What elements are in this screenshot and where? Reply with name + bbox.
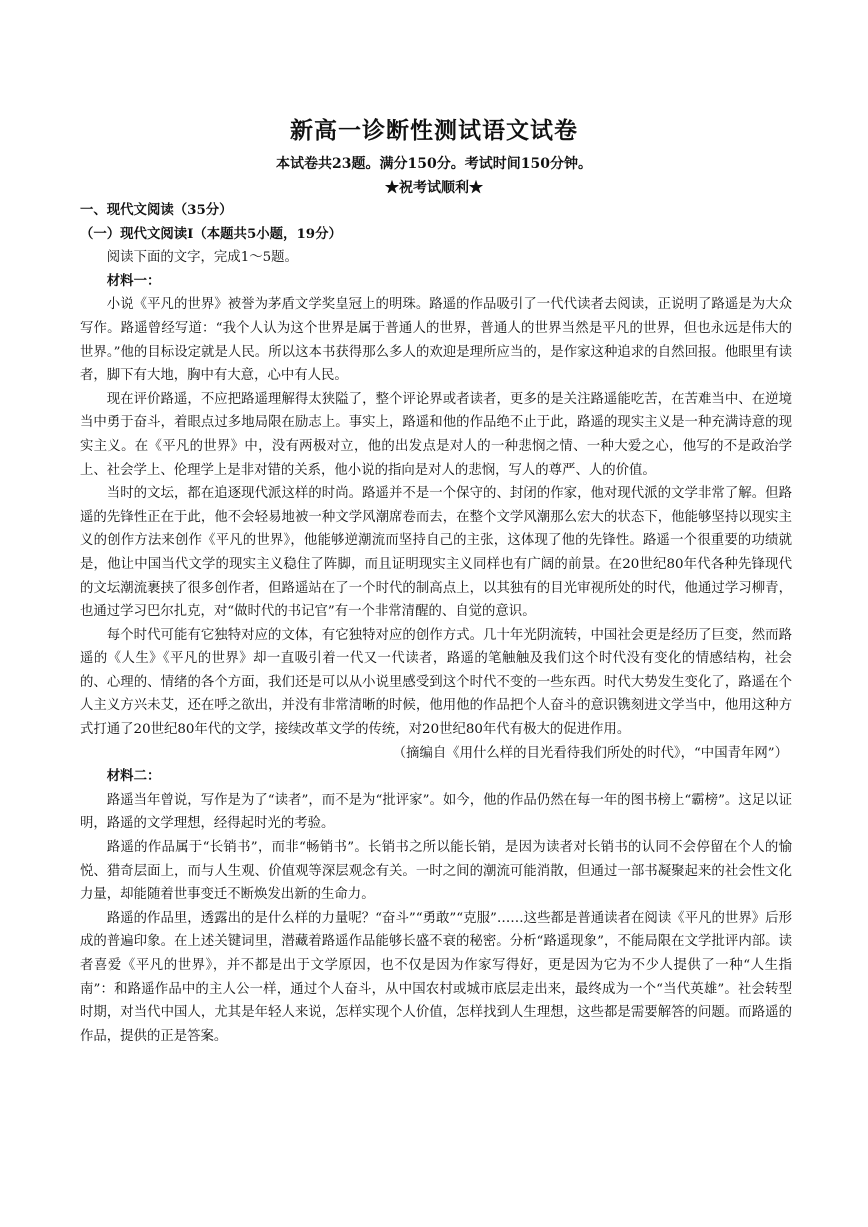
material-one-paragraph: 小说《平凡的世界》被誉为茅盾文学奖皇冠上的明珠。路遥的作品吸引了一代代读者去阅读，正说明了路遥是为大众写作。路遥曾经写道：“我个人认为这个世界是属于普通人的世界，普通人的世界当然是平凡的世界，但也永远是伟大的世界。”他的目标设定就是人民。所以这本书获得那么多人的欢迎是理所应当的，是作家这种追求的自然回报。他眼里有读者，脚下有大地，胸中有大意，心中有人民。	[80, 297, 792, 384]
exam-info: 本试卷共23题。满分150分。考试时间150分钟。	[276, 156, 592, 172]
section-heading: 一、现代文阅读（35分）	[80, 202, 233, 218]
subsection-heading: （一）现代文阅读Ⅰ（本题共5小题，19分）	[80, 225, 342, 242]
material-two-heading: 材料二：	[106, 768, 161, 785]
material-one-source: （摘编自《用什么样的目光看待我们所处的时代》，“中国青年网”）	[392, 745, 788, 761]
material-two-paragraph: 路遥的作品里，透露出的是什么样的力量呢？“奋斗”“勇敢”“克服”……这些都是普通读者在阅读《平凡的世界》后形成的普遍印象。在上述关键词里，潜藏着路遥作品能够长盛不衰的秘密。分析“路遥现象”，不能局限在文学批评内部。读者喜爱《平凡的世界》，并不都是出于文学原因，也不仅是因为作家写得好，更是因为它为不少人提供了一种“人生指南”：和路遥作品中的主人公一样，通过个人奋斗，从中国农村或城市底层走出来，最终成为一个“当代英雄”。社会转型时期，对当代中国人，尤其是年轻人来说，怎样实现个人价值，怎样找到人生理想，这些都是需要解答的问题。而路遥的作品，提供的正是答案。	[80, 910, 792, 1044]
material-two-paragraph: 路遥当年曾说，写作是为了“读者”，而不是为“批评家”。如今，他的作品仍然在每一年的图书榜上“霸榜”。这足以证明，路遥的文学理想，经得起时光的考验。	[80, 792, 792, 832]
material-one-paragraph: 现在评价路遥，不应把路遥理解得太狭隘了，整个评论界或者读者，更多的是关注路遥能吃苦，在苦难当中、在逆境当中勇于奋斗，着眼点过多地局限在励志上。事实上，路遥和他的作品绝不止于此，路遥的现实主义是一种充满诗意的现实主义。在《平凡的世界》中，没有两极对立，他的出发点是对人的一种悲悯之情、一种大爱之心，他写的不是政治学上、社会学上、伦理学上是非对错的关系，他小说的指向是对人的悲悯，写人的尊严、人的价值。	[80, 391, 792, 478]
reading-instruction: 阅读下面的文字，完成1～5题。	[106, 250, 298, 266]
material-one-paragraph: 当时的文坛，都在追逐现代派这样的时尚。路遥并不是一个保守的、封闭的作家，他对现代派的文学非常了解。但路遥的先锋性正在于此，他不会轻易地被一种文学风潮席卷而去，在整个文学风潮那么宏大的状态下，他能够坚持以现实主义的创作方法来创作《平凡的世界》，他能够逆潮流而坚持自己的主张，这体现了他的先锋性。路遥一个很重要的功绩就是，他让中国当代文学的现实主义稳住了阵脚，而且证明现实主义同样也有广阔的前景。在20世纪80年代各种先锋现代的文坛潮流裹挟了很多创作者，但路遥站在了一个时代的制高点上，以其独有的目光审视所处的时代，他通过学习柳青，也通过学习巴尔扎克，对“做时代的书记官”有一个非常清醒的、自觉的意识。	[80, 486, 792, 620]
exam-body	[80, 199, 792, 1048]
material-one-heading: 材料一：	[106, 272, 161, 289]
material-two-paragraph: 路遥的作品属于“长销书”，而非“畅销书”。长销书之所以能长销，是因为读者对长销书的认同不会停留在个人的愉悦、猎奇层面上，而与人生观、价值观等深层观念有关。一时之间的潮流可能消散，但通过一部书凝聚起来的社会性文化力量，却能随着世事变迁不断焕发出新的生命力。	[80, 840, 792, 903]
exam-title: 新高一诊断性测试语文试卷	[290, 117, 578, 144]
good-luck-line: ★祝考试顺利★	[385, 180, 483, 196]
material-one-paragraph: 每个时代可能有它独特对应的文体，有它独特对应的创作方式。几十年光阴流转，中国社会更是经历了巨变，然而路遥的《人生》《平凡的世界》却一直吸引着一代又一代读者，路遥的笔触触及我们这个时代没有变化的情感结构，社会的、心理的、情绪的各个方面，我们还是可以从小说里感受到这个时代不变的一些东西。时代大势发生变化了，路遥在个人主义方兴未艾，还在呼之欲出，并没有非常清晰的时候，他用他的作品把个人奋斗的意识镌刻进文学当中，他用这种方式打通了20世纪80年代的文学，接续改革文学的传统，对20世纪80年代有极大的促进作用。	[80, 627, 792, 738]
